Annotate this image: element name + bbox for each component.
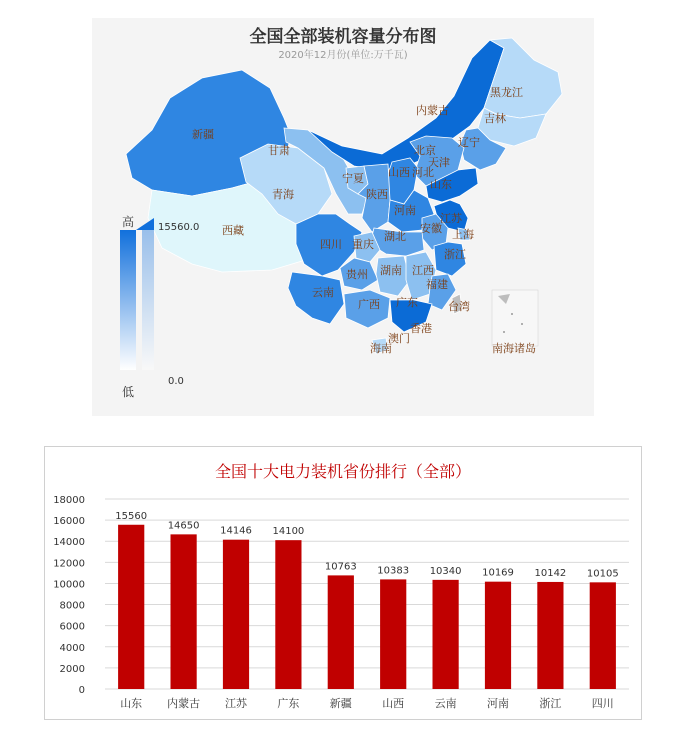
bar	[485, 582, 511, 689]
bar-value-label: 14650	[167, 520, 200, 532]
y-axis-ticks	[53, 495, 85, 696]
province-label: 辽宁	[458, 136, 480, 149]
province-label: 山东	[430, 178, 452, 191]
china-map	[92, 18, 594, 416]
legend-high-label: 高	[122, 215, 135, 229]
province-label: 湖南	[380, 264, 402, 277]
category-label: 河南	[487, 697, 509, 710]
province-label: 吉林	[484, 112, 506, 125]
y-tick-label: 12000	[53, 558, 85, 570]
bar-chart	[45, 447, 643, 721]
bar-value-label: 10105	[586, 568, 619, 580]
bar-chart-panel	[44, 446, 642, 720]
province-label: 四川	[320, 238, 342, 251]
legend-gradient-bar	[120, 230, 136, 370]
bar	[275, 540, 301, 689]
bar-value-label: 10169	[482, 567, 514, 579]
province-label: 甘肃	[268, 144, 290, 157]
province-label: 江西	[412, 264, 434, 277]
category-label: 浙江	[539, 697, 562, 710]
category-label: 山西	[382, 697, 405, 710]
category-label: 新疆	[329, 697, 352, 710]
bar-value-label: 15560	[115, 510, 148, 522]
y-tick-label: 10000	[53, 579, 85, 591]
map-panel	[92, 18, 594, 416]
province-label: 澳门	[388, 332, 410, 345]
province-label: 河北	[412, 166, 434, 179]
map-title: 全国全部装机容量分布图	[249, 27, 437, 47]
province-label: 重庆	[352, 238, 374, 251]
bar	[537, 582, 563, 689]
y-tick-label: 4000	[59, 642, 85, 654]
province-label: 新疆	[192, 128, 214, 141]
province-label: 西藏	[222, 224, 244, 237]
category-label: 广东	[277, 697, 300, 710]
province-label: 南海诸岛	[492, 342, 536, 355]
province-label: 河南	[394, 204, 416, 217]
province-label: 湖北	[384, 230, 406, 243]
province-label: 山西	[388, 166, 410, 179]
category-label: 江苏	[225, 697, 247, 710]
province-label: 浙江	[444, 248, 466, 261]
y-tick-label: 6000	[59, 621, 85, 633]
bar-value-label: 10340	[429, 565, 462, 577]
bar	[328, 575, 354, 689]
category-label: 云南	[434, 697, 457, 710]
bar	[223, 540, 249, 689]
province-label: 天津	[428, 156, 450, 169]
category-label: 四川	[591, 697, 614, 710]
bar	[171, 534, 197, 689]
province-label: 台湾	[448, 300, 470, 313]
province-label: 香港	[410, 322, 432, 335]
y-tick-label: 18000	[53, 495, 85, 506]
south-china-sea-inset	[492, 290, 538, 346]
province-label: 贵州	[346, 268, 368, 281]
map-subtitle: 2020年12月份(单位:万千瓦)	[278, 50, 408, 61]
bar-value-label: 10763	[324, 561, 357, 573]
province-label: 青海	[272, 188, 294, 201]
legend-min-value: 0.0	[168, 376, 184, 387]
province-label: 北京	[414, 144, 436, 157]
bar-value-label: 10142	[534, 567, 567, 579]
bar	[590, 582, 616, 689]
y-tick-label: 2000	[59, 663, 85, 675]
province-label: 陕西	[366, 188, 388, 201]
province-label: 海南	[370, 342, 392, 355]
bar	[380, 579, 406, 689]
category-labels	[120, 696, 614, 710]
legend-max-value: 15560.0	[158, 222, 200, 233]
category-label: 山东	[120, 697, 143, 710]
category-label: 内蒙古	[167, 697, 201, 710]
bar	[433, 580, 459, 689]
province-label: 上海	[452, 228, 474, 241]
province-label: 江苏	[440, 212, 462, 225]
province-label: 宁夏	[342, 172, 364, 185]
province-label: 福建	[426, 278, 448, 291]
province-label: 黑龙江	[490, 86, 523, 99]
bar-value-label: 14146	[220, 525, 252, 537]
legend-low-label: 低	[122, 385, 135, 399]
province-label: 内蒙古	[416, 104, 449, 117]
y-tick-label: 8000	[59, 600, 85, 612]
bar	[118, 525, 144, 689]
province-label: 安徽	[420, 222, 442, 235]
province-label: 广东	[396, 296, 418, 309]
y-tick-label: 0	[78, 685, 85, 696]
bar-value-label: 14100	[272, 526, 305, 538]
bar-value-label: 10383	[377, 565, 410, 577]
province-label: 广西	[358, 298, 380, 311]
y-tick-label: 14000	[53, 537, 85, 549]
province-label: 云南	[312, 286, 334, 299]
bars	[118, 525, 616, 689]
chart-title: 全国十大电力装机省份排行（全部）	[214, 462, 471, 481]
y-tick-label: 16000	[53, 516, 85, 528]
